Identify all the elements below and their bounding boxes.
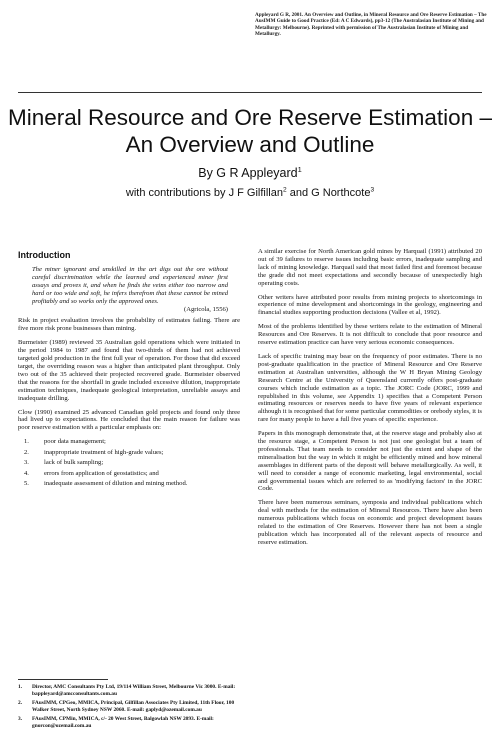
- byline-text: By G R Appleyard: [198, 166, 298, 180]
- reasons-list: [18, 438, 240, 488]
- footnote: [18, 700, 240, 713]
- list-item: [18, 438, 240, 446]
- contrib-sup-1: 2: [283, 186, 287, 194]
- paragraph: Papers in this monograph demonstrate that, at the reserve stage and probably also at the resource stage, a Competent Person is not just one geologist but a team of professionals. That team needs to consider not just the extent and shape of the mineralisation but the way in which it might be efficiently mined and how mineral assemblages in different parts of the deposit will behave metallurgically. As well, it will need to consider a range of economic marketing, legal environmental, social and governmental issues which are referred to as 'modifying factors' in the JORC Code.: [258, 430, 482, 493]
- list-text: errors from application of geostatistics; and: [44, 469, 159, 477]
- footnote-text: Director, AMC Consultants Pty Ltd, 19/114 William Street, Melbourne Vic 3000. E-mail: bappleyard@amcconsultants.com.au: [32, 684, 236, 697]
- header-rule: [18, 92, 482, 93]
- paragraph: Lack of specific training may bear on the frequency of poor estimates. There is no post-graduate qualification in the practice of Mineral Resource and Ore Reserve estimation at Australian universities, although the W H Bryan Mining Geology Research Centre at the University of Queensland currently offers post-graduate courses which include estimation as a topic. The JORC Code (JORC, 1999 and republished in this volume, see Appendix 1) specifies that a Competent Person estimating resources or reserves needs to have five years of relevant experience although it is recognised that for some particular commodities or orebody styles, it is rare for many people to have a full five years of specific experience.: [258, 352, 482, 424]
- footnote-number: 2.: [18, 700, 23, 707]
- list-number: 4.: [24, 469, 29, 477]
- list-number: 3.: [24, 459, 29, 467]
- paragraph: Burmeister (1989) reviewed 35 Australian gold operations which were initiated in the period 1984 to 1987 and found that two-thirds of them had not achieved targeted gold production in the first full year of operation. For those that did exceed target, the overriding reason was a higher than anticipated plant throughput. Only two out of the 35 achieved their projected recovered grade. Burmeister observed that the reasons for the shortfall in grade included excessive dilution, inappropriate estimation techniques, inadequate geological interpretation, unreliable assays and inadequate drilling.: [18, 339, 240, 402]
- author-byline: [0, 166, 500, 181]
- footnote-text: FAusIMM, CPGeo, MMICA, Principal, Gilfillan Associates Pty Limited, 11th Floor, 100 Walker Street, North Sydney NSW 2060. E-mail: gaplyd@ozemail.com.au: [32, 700, 235, 713]
- footnote-number: 1.: [18, 684, 23, 690]
- citation-block: Appleyard G R, 2001. An Overview and Outline, in Mineral Resource and Ore Reserve Estimation – The AusIMM Guide to Good Practice (Ed: A C Edwards), pp3-12 (The Australasian Institute of Mining and Metallurgy: Melbourne). Reprinted with permission of The Australasian Institute of Mining and Metallurgy.: [255, 12, 487, 37]
- list-item: [18, 480, 240, 488]
- left-column: [18, 248, 240, 494]
- paragraph: Clow (1990) examined 25 advanced Canadian gold projects and found only three had lived up to expectations. He concluded that the main reason for failure was poor reserve estimation with a particular emphasis on:: [18, 408, 240, 432]
- footnote-text: FAusIMM, CPMin, MMICA, c/- 20 West Street, Balgowlah NSW 2093. E-mail: gnorcon@ozemail.com.au: [32, 716, 214, 729]
- paragraph: Risk in project evaluation involves the probability of estimates failing. There are five more risk prone businesses than mining.: [18, 317, 240, 333]
- epigraph-quote: The miner ignorant and unskilled in the art digs out the ore without careful discrimination while the learned and experienced miner first assays and proves it, and when he finds the veins either too narrow and hard or too wide and soft, he infers therefrom that these cannot be mined profitably and so works only the approved ones.: [32, 266, 228, 305]
- footnote-number: 3.: [18, 716, 23, 723]
- list-item: [18, 470, 240, 478]
- contrib-prefix: with contributions by J F Gilfillan: [125, 187, 283, 199]
- section-heading-introduction: Introduction: [18, 250, 71, 260]
- epigraph-attribution: (Agricola, 1556): [184, 305, 228, 313]
- contributors-line: [0, 186, 500, 200]
- paragraph: Other writers have attributed poor results from mining projects to shortcomings in experience of mine development and shortcomings in the geology, engineering and financial studies supporting production decisions (Vallee et al, 1992).: [258, 293, 482, 317]
- paragraph: A similar exercise for North American gold mines by Harquail (1991) attributed 20 out of 39 failures to reserve issues including basic errors, inadequate sampling and lack of mining knowledge. Harquail said that most failed first and foremost because the grade did not meet expectations and secondly because of unexpectedly high operating costs.: [258, 248, 482, 287]
- footnotes: [18, 684, 240, 733]
- footnote: [18, 716, 240, 729]
- list-number: 1.: [24, 438, 29, 446]
- footnote-rule: [18, 679, 108, 680]
- list-item: [18, 449, 240, 457]
- list-number: 2.: [24, 448, 29, 456]
- byline-sup: 1: [297, 164, 302, 174]
- list-text: inappropriate treatment of high-grade values;: [44, 448, 164, 456]
- right-column: [258, 248, 482, 553]
- list-text: poor data management;: [44, 438, 106, 446]
- contrib-sup-2: 3: [370, 186, 375, 194]
- list-number: 5.: [24, 480, 29, 488]
- paragraph: Most of the problems identified by these writers relate to the estimation of Mineral Resources and Ore Reserves. It is not difficult to conclude that poor resource and reserve estimation practice can have very serious economic consequences.: [258, 323, 482, 347]
- list-text: lack of bulk sampling;: [44, 459, 104, 467]
- paragraph: There have been numerous seminars, symposia and individual publications which deal with methods for the estimation of Mineral Resources. There have also been numerous publications which focus on economic and project development issues related to the estimation of Ore Reserves. However there has not been a single publication which has incorporated all of the relevant aspects of resource and reserve estimation.: [258, 499, 482, 546]
- list-item: [18, 459, 240, 467]
- contrib-middle: and G Northcote: [286, 187, 371, 199]
- list-text: inadequate assessment of dilution and mining method.: [44, 480, 188, 488]
- paper-title: Mineral Resource and Ore Reserve Estimation – An Overview and Outline: [8, 105, 492, 157]
- footnote: [18, 684, 240, 697]
